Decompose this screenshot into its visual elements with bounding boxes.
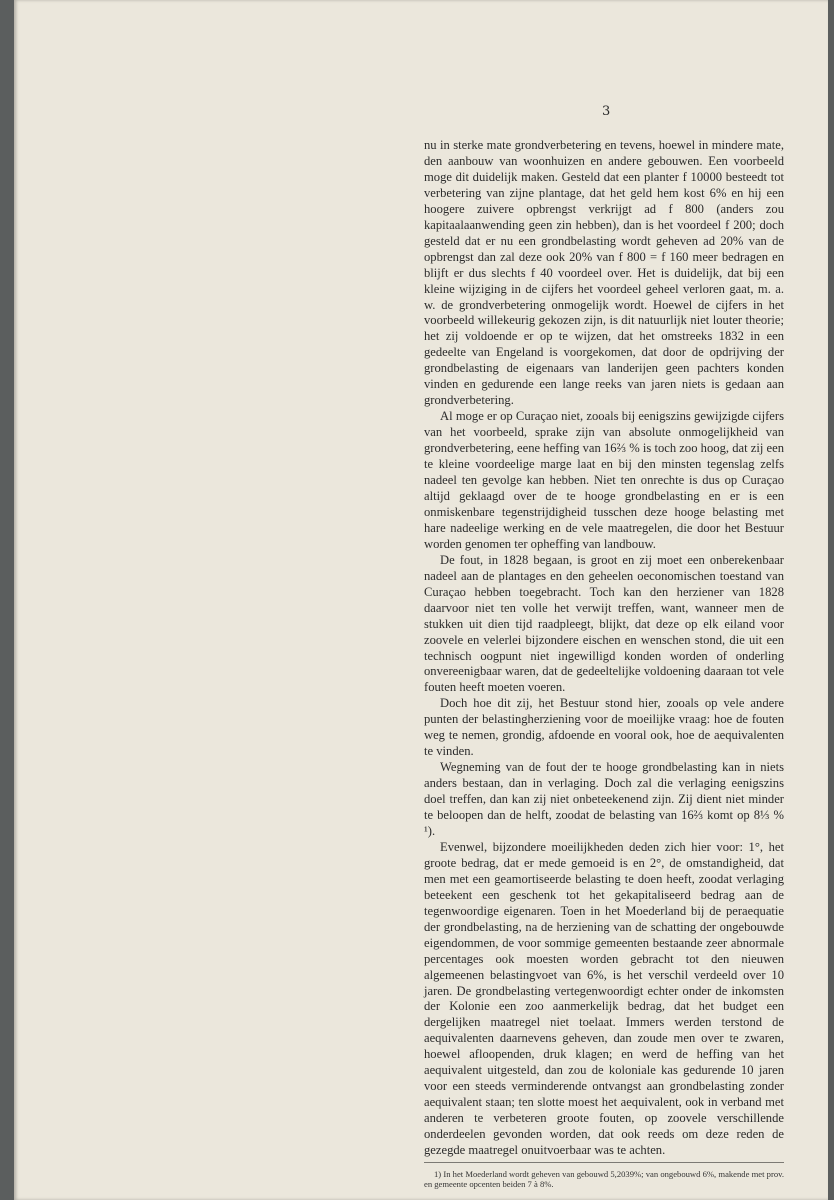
paragraph-2: Al moge er op Curaçao niet, zooals bij eenigszins gewijzigde cijfers van het voorbeeld, sprake zijn van absolute onmogelijkheid van grondverbetering, eene heffing van 16⅔ % is toch zoo hoog, dat zij een te kleine voordeelige marge laat en bij den minsten tegenslag zelfs nadeel ten gevolge kan hebben. Niet ten onrechte is dus op Curaçao altijd geklaagd over de te hooge grondbelasting en er is een onmiskenbare tegenstrijdigheid tusschen deze hooge belasting met hare nadeelige werking en de vele maatregelen, die door het Bestuur worden genomen ter opheffing van landbouw.: [424, 409, 784, 551]
footnote: 1) In het Moederland wordt geheven van gebouwd 5,2039%; van ongebouwd 6%, makende met prov. en gemeente opcenten beiden 7 à 8%.: [424, 1169, 784, 1190]
page-number: 3: [602, 104, 611, 119]
footnote-divider: [424, 1162, 784, 1163]
document-page: [14, 0, 828, 1200]
paragraph-3: De fout, in 1828 begaan, is groot en zij moet een onberekenbaar nadeel aan de plantages en den geheelen oeconomischen toestand van Curaçao hebben toegebracht. Toch kan den herziener van 1828 daarvoor niet ten volle het verwijt treffen, want, wanneer men de stukken uit dien tijd raadpleegt, blijkt, dat deze op elk eiland voor zoovele en velerlei bijzondere eischen en wenschen stond, die uit een technisch oogpunt niet ingewilligd konden worden of onderling onvereenigbaar waren, dat de gedeeltelijke voldoening daaraan tot vele fouten heeft moeten voeren.: [424, 552, 784, 695]
paragraph-6: Evenwel, bijzondere moeilijkheden deden zich hier voor: 1°, het groote bedrag, dat er mede gemoeid is en 2°, de omstandigheid, dat men met een geamortiseerde belasting te doen heeft, zoodat verlaging beteekent een geschenk tot het gekapitaliseerd bedrag aan de tegenwoordige eigenaren. Toen in het Moederland bij de peraequatie der grondbelasting, na de herziening van de schatting der ongebouwde eigendommen, de voor sommige gemeenten bestaande zeer abnormale percentages ook moesten worden gebracht tot den nieuwen algemeenen belastingvoet van 6%, is het verschil verdeeld over 10 jaren. De grondbelasting vertegenwoordigt echter onder de inkomsten der Kolonie een zoo aanmerkelijk bedrag, dat het budget een dergelijken maatregel niet toelaat. Immers werden terstond de aequivalenten daarnevens geheven, dan zoude men over te zwaren, hoewel afloopenden, druk klagen; en werd de heffing van het aequivalent uitgesteld, dan zou de koloniale kas gedurende 10 jaren voor een steeds verminderende ontvangst aan grondbelasting zonder aequivalent staan; ten slotte moest het aequivalent, ook in verband met anderen te verbeteren groote fouten, op zoovele verschillende onderdeelen gevonden worden, dat ook reeds om deze reden de gezegde maatregel onuitvoerbaar was te achten.: [424, 839, 784, 1158]
paragraph-5: Wegneming van de fout der te hooge grondbelasting kan in niets anders bestaan, dan in verlaging. Doch zal die verlaging eenigszins doel treffen, dan kan zij niet onbeteekenend zijn. Zij dient niet minder te beloopen dan de helft, zoodat de belasting van 16⅔ komt op 8⅓ % ¹).: [424, 760, 784, 838]
paragraph-1: nu in sterke mate grondverbetering en tevens, hoewel in mindere mate, den aanbouw van woonhuizen en andere gebouwen. Een voorbeeld moge dit duidelijk maken. Gesteld dat een planter f 10000 besteedt tot verbetering van zijne plantage, dat het geld hem kost 6% en hij een hoogere zuivere opbrengst verkrijgt ad f 800 (anders zou kapitaalaanwending geen zin hebben), dan is het voordeel f 200; doch gesteld dat er nu een grondbelasting wordt geheven ad 20% van de opbrengst dan zal deze ook 20% van f 800 = f 160 meer bedragen en blijft er dus slechts f 40 voordeel over. Het is duidelijk, dat bij een kleine wijziging in de cijfers het voordeel geheel verloren gaat, m. a. w. de grondverbetering onmogelijk wordt. Hoewel de cijfers in het voorbeeld willekeurig gekozen zijn, is dit natuurlijk niet louter theorie; het zij voldoende er op te wijzen, dat het omstreeks 1832 in een gedeelte van Engeland is voorgekomen, dat door de opdrijving der grondbelasting de eigenaars van landerijen geen pachters konden vinden en gedurende een lange reeks van jaren niets is gedaan aan grondverbetering.: [424, 138, 784, 408]
body-text-column: [424, 138, 784, 1190]
paragraph-4: Doch hoe dit zij, het Bestuur stond hier, zooals op vele andere punten der belastingherziening voor de moeilijke vraag: hoe de fouten weg te nemen, grondig, afdoende en vooral ook, hoe de aequivalenten te vinden.: [424, 696, 784, 759]
